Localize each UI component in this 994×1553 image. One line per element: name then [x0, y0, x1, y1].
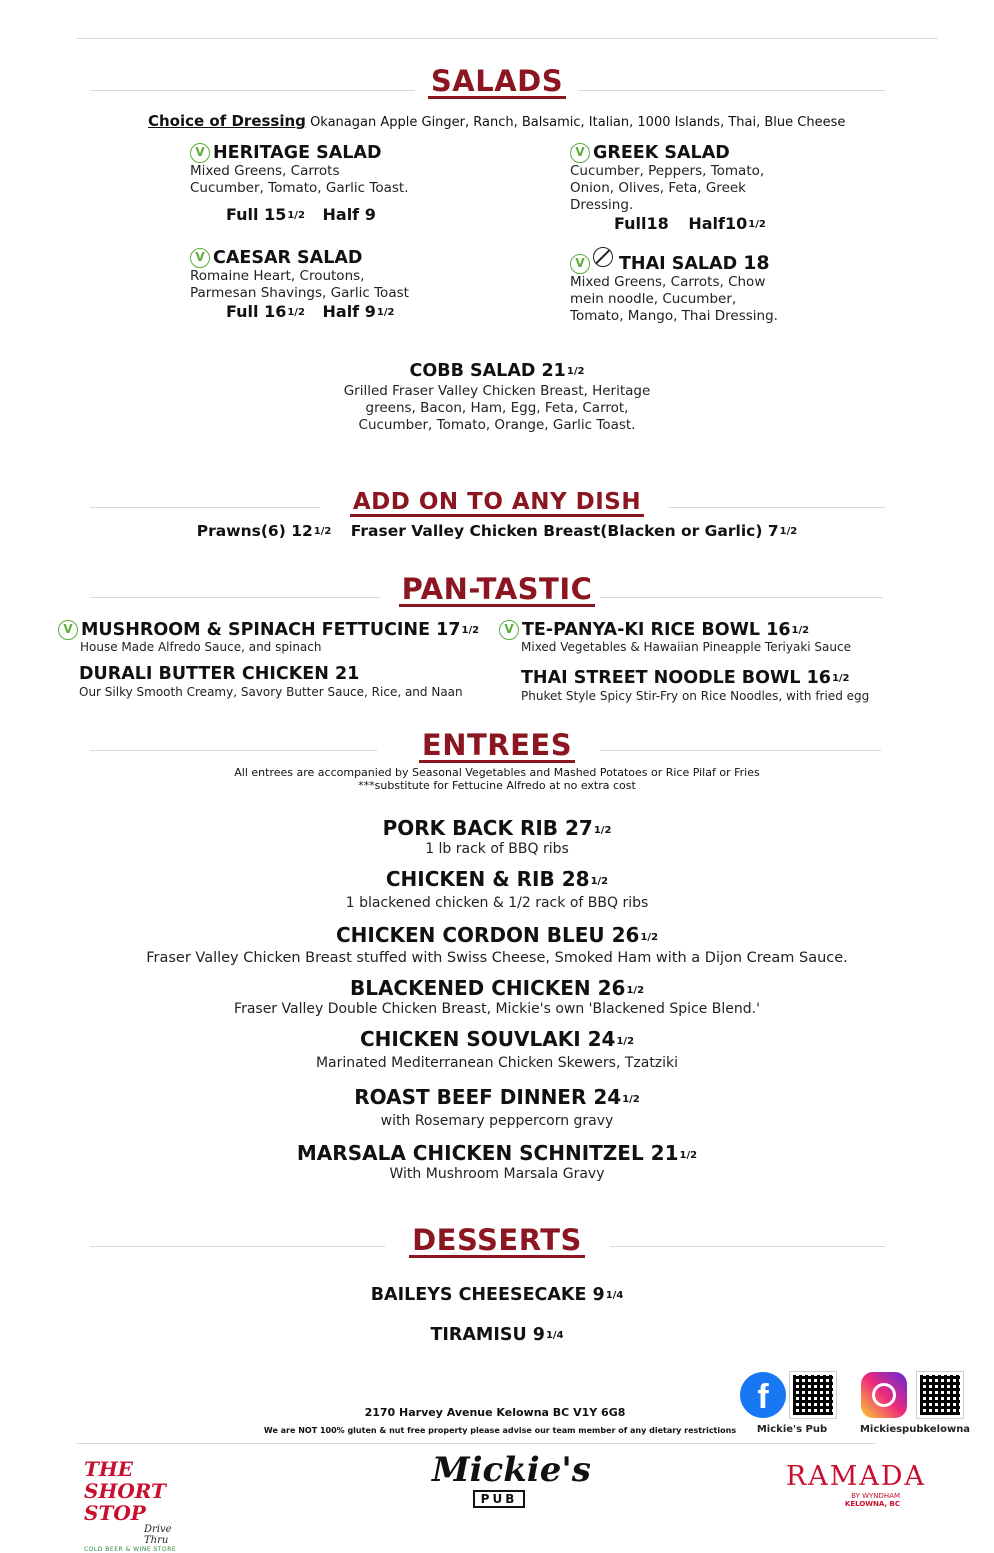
disclaimer: We are NOT 100% gluten & nut free property please advise our team member of any dietary restrictions	[263, 1426, 737, 1435]
addon-prawns: Prawns(6)	[196, 522, 286, 540]
heritage-desc2: Cucumber, Tomato, Garlic Toast.	[190, 180, 409, 196]
entree-item: MARSALA CHICKEN SCHNITZEL 211/2 With Mushroom Marsala Gravy	[296, 1141, 698, 1182]
cobb-desc2: greens, Bacon, Ham, Egg, Feta, Carrot,	[365, 400, 629, 416]
thai-desc2: mein noodle, Cucumber,	[570, 291, 737, 307]
entree-item: CHICKEN & RIB 281/2 1 blackened chicken & 1/2 rack of BBQ ribs	[345, 867, 649, 911]
greek-salad	[570, 143, 890, 233]
instagram-label: Mickiespubkelowna	[859, 1424, 971, 1435]
heritage-desc1: Mixed Greens, Carrots	[190, 163, 340, 179]
short-stop-logo: THE SHORT STOP Drive Thru COLD BEER & WINE STORE	[84, 1457, 177, 1553]
cobb-name: COBB SALAD	[409, 361, 536, 381]
salads-heading: SALADS	[0, 64, 994, 99]
thai-name: THAI SALAD	[619, 254, 738, 274]
dessert-item: TIRAMISU 91/4	[430, 1325, 564, 1345]
greek-desc2: Onion, Olives, Feta, Greek	[570, 180, 746, 196]
pan-desc: Our Silky Smooth Creamy, Savory Butter Sauce, Rice, and Naan	[79, 685, 463, 699]
entree-item: BLACKENED CHICKEN 261/2 Fraser Valley Double Chicken Breast, Mickie's own 'Blackened Spice Blend.'	[234, 976, 760, 1017]
facebook-qr-code	[790, 1372, 836, 1418]
pan-item-rice-bowl: V TE-PANYA-KI RICE BOWL 161/2 Mixed Vegetables & Hawaiian Pineapple Teriyaki Sauce	[499, 620, 919, 654]
greek-desc3: Dressing.	[570, 197, 634, 213]
top-divider	[76, 38, 938, 39]
caesar-desc2: Parmesan Shavings, Garlic Toast	[190, 285, 409, 301]
addon-items: Prawns(6) 121/2 Fraser Valley Chicken Breast(Blacken or Garlic) 71/2	[196, 522, 798, 540]
entree-item: ROAST BEEF DINNER 241/2 with Rosemary peppercorn gravy	[354, 1085, 640, 1129]
desserts-heading: DESSERTS	[0, 1223, 994, 1258]
heritage-name: HERITAGE SALAD	[213, 143, 382, 163]
vegan-icon: V	[570, 143, 590, 163]
entree-item: CHICKEN SOUVLAKI 241/2 Marinated Mediterranean Chicken Skewers, Tzatziki	[315, 1027, 679, 1071]
dressing-options: Okanagan Apple Ginger, Ranch, Balsamic, Italian, 1000 Islands, Thai, Blue Cheese	[310, 115, 846, 130]
thai-desc3: Tomato, Mango, Thai Dressing.	[570, 308, 778, 324]
mickies-pub-logo: Mickie's PUB	[432, 1450, 591, 1506]
entree-item: PORK BACK RIB 271/2 1 lb rack of BBQ ribs	[382, 816, 612, 857]
pantastic-heading: PAN-TASTIC	[0, 572, 994, 607]
cobb-desc1: Grilled Fraser Valley Chicken Breast, Heritage	[343, 383, 651, 399]
entrees-note	[0, 766, 994, 792]
vegan-icon: V	[58, 620, 78, 640]
greek-desc1: Cucumber, Peppers, Tomato,	[570, 163, 765, 179]
pan-desc: Phuket Style Spicy Stir-Fry on Rice Noodles, with fried egg	[521, 689, 870, 703]
addon-chicken: Fraser Valley Chicken Breast(Blacken or Garlic)	[350, 522, 763, 540]
dessert-item: BAILEYS CHEESECAKE 91/4	[370, 1285, 624, 1305]
caesar-name: CAESAR SALAD	[213, 248, 363, 268]
entrees-note1: All entrees are accompanied by Seasonal Vegetables and Mashed Potatoes or Rice Pilaf or Fries	[234, 766, 760, 779]
thai-desc1: Mixed Greens, Carrots, Chow	[570, 274, 766, 290]
greek-prices: Full18 Half101/2	[614, 214, 766, 233]
pan-item-noodle-bowl: THAI STREET NOODLE BOWL 161/2 Phuket Style Spicy Stir-Fry on Rice Noodles, with fried egg	[521, 668, 941, 703]
heritage-prices: Full 151/2 Half 9	[226, 205, 376, 224]
thai-salad	[570, 247, 890, 325]
caesar-salad	[190, 248, 510, 321]
vegan-icon: V	[190, 143, 210, 163]
gluten-free-icon	[593, 247, 613, 267]
heritage-salad	[190, 143, 510, 224]
address: 2170 Harvey Avenue Kelowna BC V1Y 6G8	[364, 1406, 626, 1419]
vegan-icon: V	[190, 248, 210, 268]
pan-item-fettucine: V MUSHROOM & SPINACH FETTUCINE 171/2 House Made Alfredo Sauce, and spinach	[58, 620, 498, 654]
pan-desc: Mixed Vegetables & Hawaiian Pineapple Teriyaki Sauce	[521, 640, 851, 654]
dressing-label: Choice of Dressing	[148, 112, 306, 130]
entrees-heading: ENTREES	[0, 728, 994, 763]
cobb-price: 21	[541, 361, 566, 381]
caesar-prices: Full 161/2 Half 91/2	[226, 302, 395, 321]
caesar-desc1: Romaine Heart, Croutons,	[190, 268, 365, 284]
thai-price: 18	[743, 252, 770, 274]
vegan-icon: V	[570, 254, 590, 274]
footer-divider	[76, 1443, 876, 1444]
cobb-salad: COBB SALAD 211/2 Grilled Fraser Valley Chicken Breast, Heritage greens, Bacon, Ham, Egg, Feta, Carrot, Cucumber, Tomato, Orange, Garlic Toast.	[0, 361, 994, 434]
facebook-icon[interactable]: f	[740, 1372, 786, 1418]
instagram-qr-code	[917, 1372, 963, 1418]
facebook-label: Mickie's Pub	[756, 1424, 828, 1435]
greek-name: GREEK SALAD	[593, 143, 730, 163]
entree-item: CHICKEN CORDON BLEU 261/2 Fraser Valley Chicken Breast stuffed with Swiss Cheese, Smoked Ham with a Dijon Cream Sauce.	[146, 923, 848, 966]
dressing-line	[148, 112, 845, 130]
pan-desc: House Made Alfredo Sauce, and spinach	[80, 640, 322, 654]
instagram-icon[interactable]	[861, 1372, 907, 1418]
addon-heading: ADD ON TO ANY DISH	[0, 489, 994, 517]
entrees-note2: ***substitute for Fettucine Alfredo at no extra cost	[358, 779, 636, 792]
cobb-desc3: Cucumber, Tomato, Orange, Garlic Toast.	[358, 417, 636, 433]
ramada-logo: RAMADA BY WYNDHAM KELOWNA, BC	[785, 1461, 926, 1508]
pan-item-butter-chicken: DURALI BUTTER CHICKEN 21 Our Silky Smooth Creamy, Savory Butter Sauce, Rice, and Naan	[79, 664, 499, 699]
vegan-icon: V	[499, 620, 519, 640]
